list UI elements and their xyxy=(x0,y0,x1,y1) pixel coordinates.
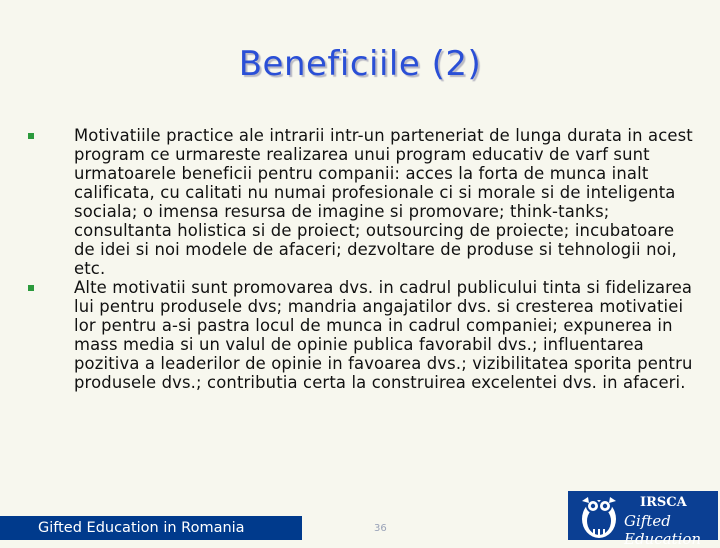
logo-name: IRSCA xyxy=(640,495,687,510)
slide-title: Beneficiile (2) xyxy=(238,44,482,84)
irsca-logo xyxy=(568,491,718,548)
bullet-item xyxy=(18,126,698,278)
bullet-text: Alte motivatii sunt promovarea dvs. in cadrul publicului tinta si fidelizarea lui pentru produsele dvs; mandria angajatilor dvs. si cresterea motivatiei lor pentru a-si pastra locul de munca in cadrul companiei; expunerea in mass media si un valul de opinie publica favorabil dvs.; influentarea pozitiva a leaderilor de opinie in favoarea dvs.; vizibilitatea sporita pentru produsele dvs.; contributia certa la construirea excelentei dvs. in afaceri. xyxy=(74,278,693,392)
bullet-square-icon xyxy=(28,133,34,139)
bullet-text: Motivatiile practice ale intrarii intr-un parteneriat de lunga durata in acest program ce urmareste realizarea unui program educativ de varf sunt urmatoarele beneficii pentru companii: acces la forta de munca inalt calificata, cu calitati nu numai profesionale ci si morale si de inteligenta sociala; o imensa resursa de imagine si promovare; think-tanks; consultanta holistica si de proiect; outsourcing de proiecte; incubatoare de idei si noi modele de afaceri; dezvoltare de produse si tehnologii noi, etc. xyxy=(74,126,693,278)
logo-subtitle: Gifted Education xyxy=(624,512,702,548)
owl-icon xyxy=(574,491,624,540)
logo-text xyxy=(624,495,718,548)
footer-label: Gifted Education in Romania xyxy=(38,520,245,536)
bullet-square-icon xyxy=(28,285,34,291)
bullet-list xyxy=(18,126,698,392)
footer-bar xyxy=(0,516,302,540)
bullet-item xyxy=(18,278,698,392)
page-number: 36 xyxy=(374,523,387,534)
